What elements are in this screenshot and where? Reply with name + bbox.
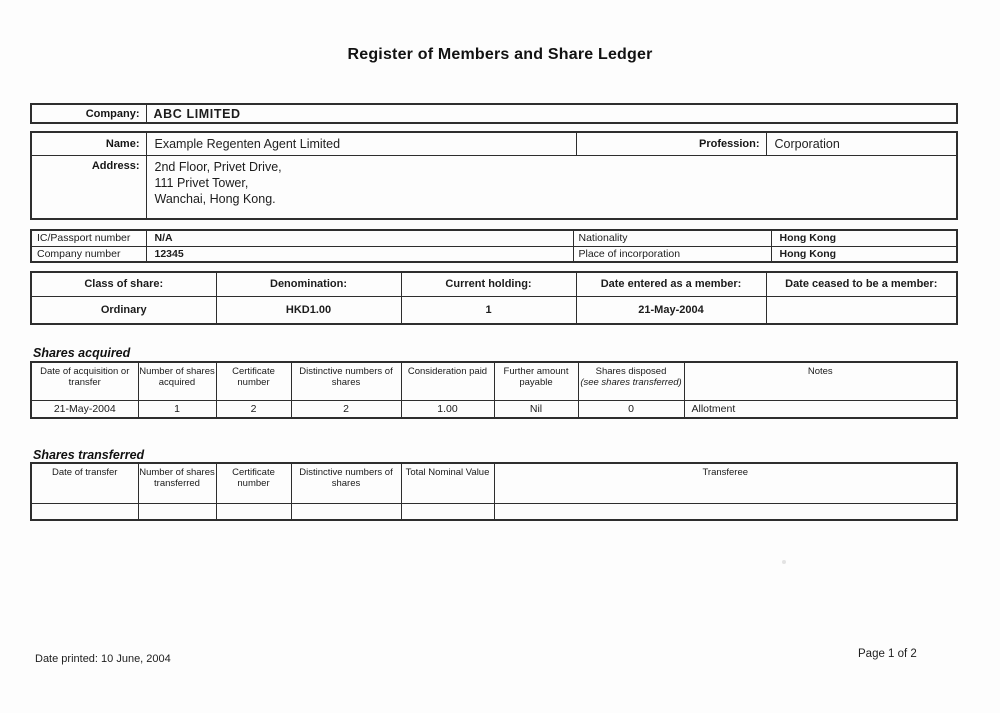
table-row [31,503,957,520]
ic-passport-value: N/A [146,230,573,246]
col-header-current-holding: Current holding: [401,272,576,296]
name-value: Example Regenten Agent Limited [146,132,576,155]
transfer-date-value [31,503,138,520]
acquired-date-value: 21-May-2004 [31,400,138,418]
table-row [31,296,957,324]
col-header-date-ceased: Date ceased to be a member: [766,272,957,296]
table-header-row [31,463,957,503]
shares-acquired-heading: Shares acquired [33,346,131,360]
date-entered-value: 21-May-2004 [576,296,766,324]
nationality-value: Hong Kong [771,230,957,246]
scan-noise-artifact [782,560,786,564]
col-header-certificate-number: Certificate number [216,463,291,503]
acquired-disposed-value: 0 [578,400,684,418]
shares-transferred-heading: Shares transferred [33,448,145,462]
col-header-date-transfer: Date of transfer [31,463,138,503]
table-row [31,230,957,246]
col-header-transferee: Transferee [494,463,957,503]
col-header-distinctive-numbers: Distinctive numbers of shares [291,362,401,400]
col-header-date-entered: Date entered as a member: [576,272,766,296]
member-box [30,131,958,220]
document-title: Register of Members and Share Ledger [347,46,653,63]
incorporation-value: Hong Kong [771,246,957,262]
col-header-date-acquisition: Date of acquisition or transfer [31,362,138,400]
ic-passport-label: IC/Passport number [31,230,146,246]
profession-label: Profession: [576,132,766,155]
table-row [31,400,957,418]
share-class-table [30,271,958,325]
col-header-further-amount: Further amount payable [494,362,578,400]
company-box [30,103,958,124]
nationality-label: Nationality [573,230,771,246]
current-holding-value: 1 [401,296,576,324]
table-row [31,246,957,262]
acquired-notes-value: Allotment [684,400,957,418]
company-label: Company: [31,104,146,123]
company-number-value: 12345 [146,246,573,262]
denomination-value: HKD1.00 [216,296,401,324]
identity-table [30,229,958,263]
shares-transferred-table [30,462,958,521]
transfer-certificate-value [216,503,291,520]
col-header-num-shares-transferred: Number of shares transferred [138,463,216,503]
transfer-shares-value [138,503,216,520]
transfer-nominal-value [401,503,494,520]
company-value: ABC LIMITED [146,104,957,123]
acquired-further-amount-value: Nil [494,400,578,418]
address-line: Wanchai, Hong Kong. [154,191,276,206]
address-label: Address: [31,155,146,219]
col-header-consideration-paid: Consideration paid [401,362,494,400]
profession-value: Corporation [766,132,957,155]
col-header-shares-disposed [578,362,684,400]
transfer-distinctive-value [291,503,401,520]
col-header-certificate-number: Certificate number [216,362,291,400]
transferee-value [494,503,957,520]
col-header-distinctive-numbers: Distinctive numbers of shares [291,463,401,503]
acquired-certificate-value: 2 [216,400,291,418]
table-header-row [31,362,957,400]
address-line: 111 Privet Tower, [154,175,249,190]
table-header-row [31,272,957,296]
date-printed: Date printed: 10 June, 2004 [35,653,171,665]
page-number: Page 1 of 2 [858,648,917,660]
address-value [146,155,957,219]
acquired-distinctive-value: 2 [291,400,401,418]
col-header-total-nominal-value: Total Nominal Value [401,463,494,503]
col-header-denomination: Denomination: [216,272,401,296]
class-of-share-value: Ordinary [31,296,216,324]
col-header-notes: Notes [684,362,957,400]
name-label: Name: [31,132,146,155]
address-line: 2nd Floor, Privet Drive, [154,159,282,174]
incorporation-label: Place of incorporation [573,246,771,262]
col-header-class-of-share: Class of share: [31,272,216,296]
acquired-shares-value: 1 [138,400,216,418]
col-header-shares-disposed-main: Shares disposed [595,366,667,377]
acquired-consideration-value: 1.00 [401,400,494,418]
date-ceased-value [766,296,957,324]
shares-acquired-table [30,361,958,419]
company-number-label: Company number [31,246,146,262]
col-header-num-shares-acquired: Number of shares acquired [138,362,216,400]
col-header-shares-disposed-subnote: (see shares transferred) [580,377,682,389]
